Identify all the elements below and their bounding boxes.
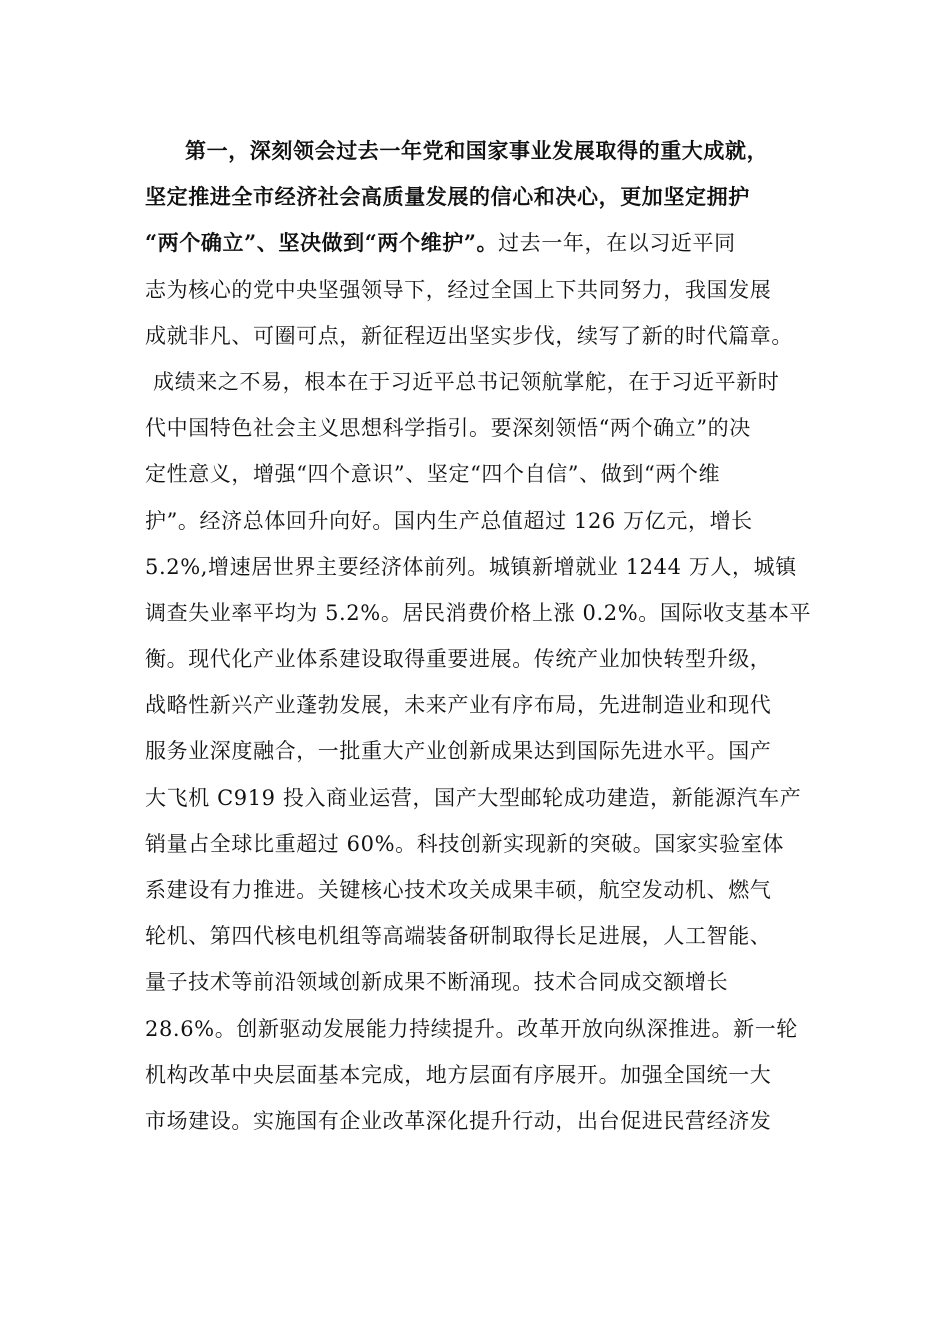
text-line: 5.2%,增速居世界主要经济体前列。城镇新增就业 1244 万人，城镇 xyxy=(145,554,797,579)
text-line: 轮机、第四代核电机组等高端装备研制取得长足进展，人工智能、 xyxy=(145,924,772,949)
text-line: 调查失业率平均为 5.2%。居民消费价格上涨 0.2%。国际收支基本平 xyxy=(145,600,812,625)
text-line: 战略性新兴产业蓬勃发展，未来产业有序布局，先进制造业和现代 xyxy=(145,693,772,718)
text-line: 28.6%。创新驱动发展能力持续提升。改革开放向纵深推进。新一轮 xyxy=(145,1016,798,1041)
text-line: 机构改革中央层面基本完成，地方层面有序展开。加强全国统一大 xyxy=(145,1062,772,1087)
text-line: 服务业深度融合，一批重大产业创新成果达到国际先进水平。国产 xyxy=(145,739,772,764)
text-line: 第一，深刻领会过去一年党和国家事业发展取得的重大成就， xyxy=(185,138,769,163)
text-line: 坚定推进全市经济社会高质量发展的信心和决心，更加坚定拥护 xyxy=(145,184,750,210)
body-text xyxy=(145,128,825,1144)
text-line: 护”。经济总体回升向好。国内生产总值超过 126 万亿元，增长 xyxy=(145,508,753,533)
text-line: 市场建设。实施国有企业改革深化提升行动，出台促进民营经济发 xyxy=(145,1108,772,1133)
text-line: 系建设有力推进。关键核心技术攻关成果丰硕，航空发动机、燃气 xyxy=(145,878,772,902)
text-line: 量子技术等前沿领域创新成果不断涌现。技术合同成交额增长 xyxy=(145,970,729,995)
text-line: 成绩来之不易，根本在于习近平总书记领航掌舵，在于习近平新时 xyxy=(153,369,780,394)
text-line: 销量占全球比重超过 60%。科技创新实现新的突破。国家实验室体 xyxy=(145,831,784,856)
text-line: 大飞机 C919 投入商业运营，国产大型邮轮成功建造，新能源汽车产 xyxy=(145,785,802,810)
text-line: 代中国特色社会主义思想科学指引。要深刻领悟“两个确立”的决 xyxy=(145,416,751,441)
text-line: 衡。现代化产业体系建设取得重要进展。传统产业加快转型升级， xyxy=(145,647,772,672)
text-line: 成就非凡、可圈可点，新征程迈出坚实步伐，续写了新的时代篇章。 xyxy=(145,323,793,348)
text-line: 定性意义，增强“四个意识”、坚定“四个自信”、做到“两个维 xyxy=(145,462,721,487)
text-run: 过去一年，在以习近平同 xyxy=(498,231,736,256)
text-line: 志为核心的党中央坚强领导下，经过全国上下共同努力，我国发展 xyxy=(145,277,772,302)
text-line xyxy=(145,220,825,266)
bold-heading-end: “两个确立”、坚决做到“两个维护”。 xyxy=(145,230,499,256)
